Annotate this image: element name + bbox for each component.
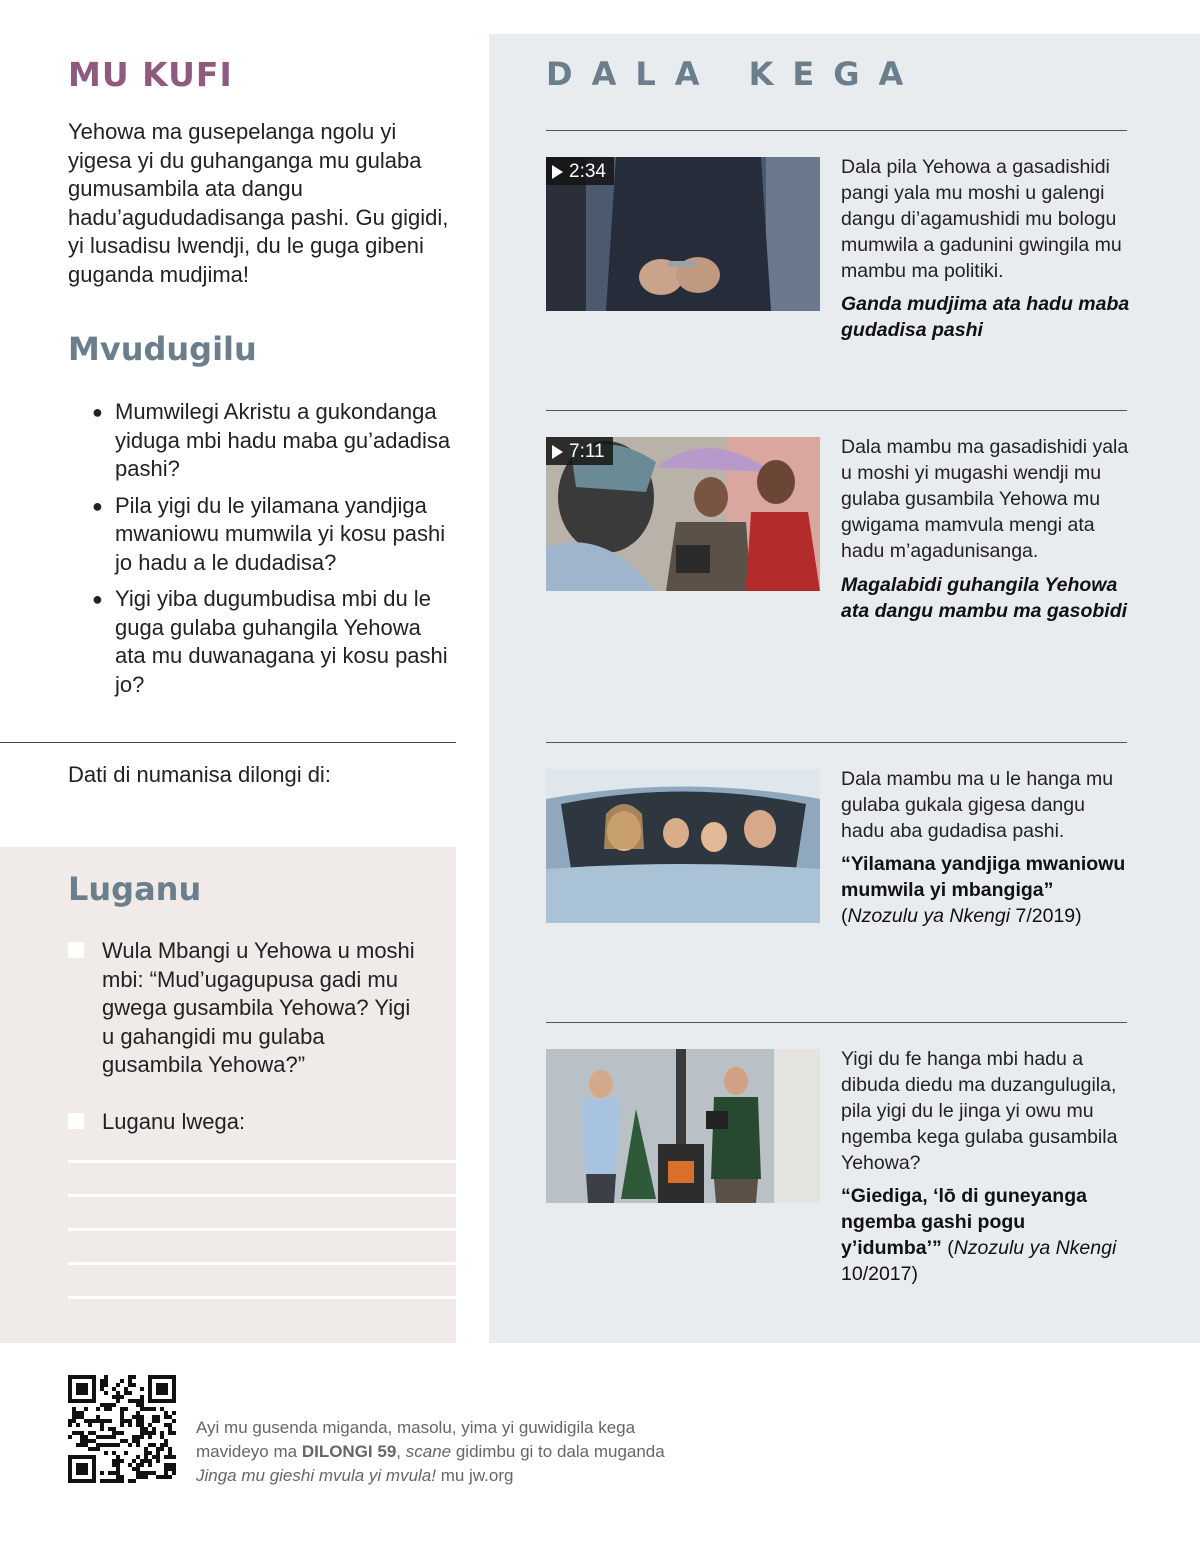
qr-code[interactable] bbox=[68, 1375, 176, 1483]
explore-description: Dala mambu ma u le hanga mu gulaba gukala gigesa dangu hadu aba gudadisa pashi. bbox=[841, 768, 1114, 842]
article-image[interactable] bbox=[546, 769, 820, 923]
divider bbox=[546, 130, 1127, 131]
bullet-icon: ● bbox=[92, 589, 103, 609]
review-list bbox=[92, 398, 452, 707]
goal-item: Luganu lwega: bbox=[68, 1108, 428, 1137]
explore-description: Yigi du fe hanga mbi hadu a dibuda diedu ma duzangulugila, pila yigi du le jinga yi owu mu ngemba kega gulaba gusambila Yehowa? bbox=[841, 1048, 1118, 1174]
write-line[interactable] bbox=[68, 1160, 456, 1163]
divider bbox=[546, 742, 1127, 743]
checkbox[interactable] bbox=[68, 942, 84, 958]
review-item: ● Pila yigi du le yilamana yandjiga mwaniowu mumwila yi kosu pashi jo hadu a le dudadisa? bbox=[92, 492, 446, 575]
explore-description: Dala pila Yehowa a gasadishidi pangi yala mu moshi u galengi dangu di’agamushidi mu bologu mumwila a gadunini gwingila mu mambu ma politiki. bbox=[841, 156, 1122, 282]
review-item: ● Mumwilegi Akristu a gukondanga yiduga mbi hadu maba gu’adadisa pashi? bbox=[92, 399, 451, 481]
divider bbox=[546, 1022, 1127, 1023]
divider bbox=[546, 410, 1127, 411]
goal-heading: Luganu bbox=[68, 870, 202, 908]
review-item: ● Yigi yiba dugumbudisa mbi du le guga gulaba guhangila Yehowa ata mu duwanagana yi kosu pashi jo? bbox=[92, 586, 448, 697]
goal-box bbox=[0, 847, 456, 1343]
play-icon bbox=[552, 445, 563, 459]
summary-heading: MU KUFI bbox=[68, 55, 233, 94]
summary-text: Yehowa ma gusepelanga ngolu yi yigesa yi du guhanganga mu gulaba gumusambila ata dangu hadu’agududadisanga pashi. Gu gigidi, yi lusadisu lwendji, du le guga gibeni guganda mudjima! bbox=[68, 119, 449, 287]
play-icon bbox=[552, 165, 563, 179]
goal-item: Wula Mbangi u Yehowa u moshi mbi: “Mud’ugagupusa gadi mu gwega gusambila Yehowa? Yigi u gahangidi mu gulaba gusambila Yehowa?” bbox=[68, 937, 428, 1080]
checkbox[interactable] bbox=[68, 1113, 84, 1129]
date-label: Dati di numanisa dilongi di: bbox=[68, 762, 331, 787]
video-duration-badge: 2:34 bbox=[546, 157, 614, 185]
bullet-icon: ● bbox=[92, 495, 103, 516]
bullet-icon: ● bbox=[92, 402, 103, 422]
explore-description: Dala mambu ma gasadishidi yala u moshi yi mugashi wendji mu gulaba gusambila Yehowa mu gwigama mamvula mengi ata hadu m’agadunisanga. bbox=[841, 436, 1129, 562]
explore-reference-link[interactable]: “Giediga, ‘lō di guneyanga ngemba gashi pogu y’idumba’” (Nzozulu ya Nkengi 10/2017) bbox=[841, 1185, 1117, 1285]
divider bbox=[0, 742, 456, 743]
write-line[interactable] bbox=[68, 1194, 456, 1197]
article-image[interactable] bbox=[546, 1049, 820, 1203]
explore-reference-link[interactable]: Magalabidi guhangila Yehowa ata dangu mambu ma gasobidi bbox=[841, 574, 1128, 622]
footer-text: Ayi mu gusenda miganda, masolu, yima yi guwidigila kega mavideyo ma DILONGI 59, scane gidimbu gi to dala muganda Jinga mu gieshi mvula yi mvula! mu jw.org bbox=[196, 1418, 665, 1485]
write-line[interactable] bbox=[68, 1296, 456, 1299]
explore-heading: DALA KEGA bbox=[546, 55, 923, 93]
review-heading: Mvudugilu bbox=[68, 330, 257, 368]
write-line[interactable] bbox=[68, 1262, 456, 1265]
explore-reference-link[interactable]: “Yilamana yandjiga mwaniowu mumwila yi mbangiga” (Nzozulu ya Nkengi 7/2019) bbox=[841, 853, 1126, 927]
video-duration-badge: 7:11 bbox=[546, 437, 613, 465]
explore-reference-link[interactable]: Ganda mudjima ata hadu maba gudadisa pashi bbox=[841, 293, 1130, 341]
write-line[interactable] bbox=[68, 1228, 456, 1231]
